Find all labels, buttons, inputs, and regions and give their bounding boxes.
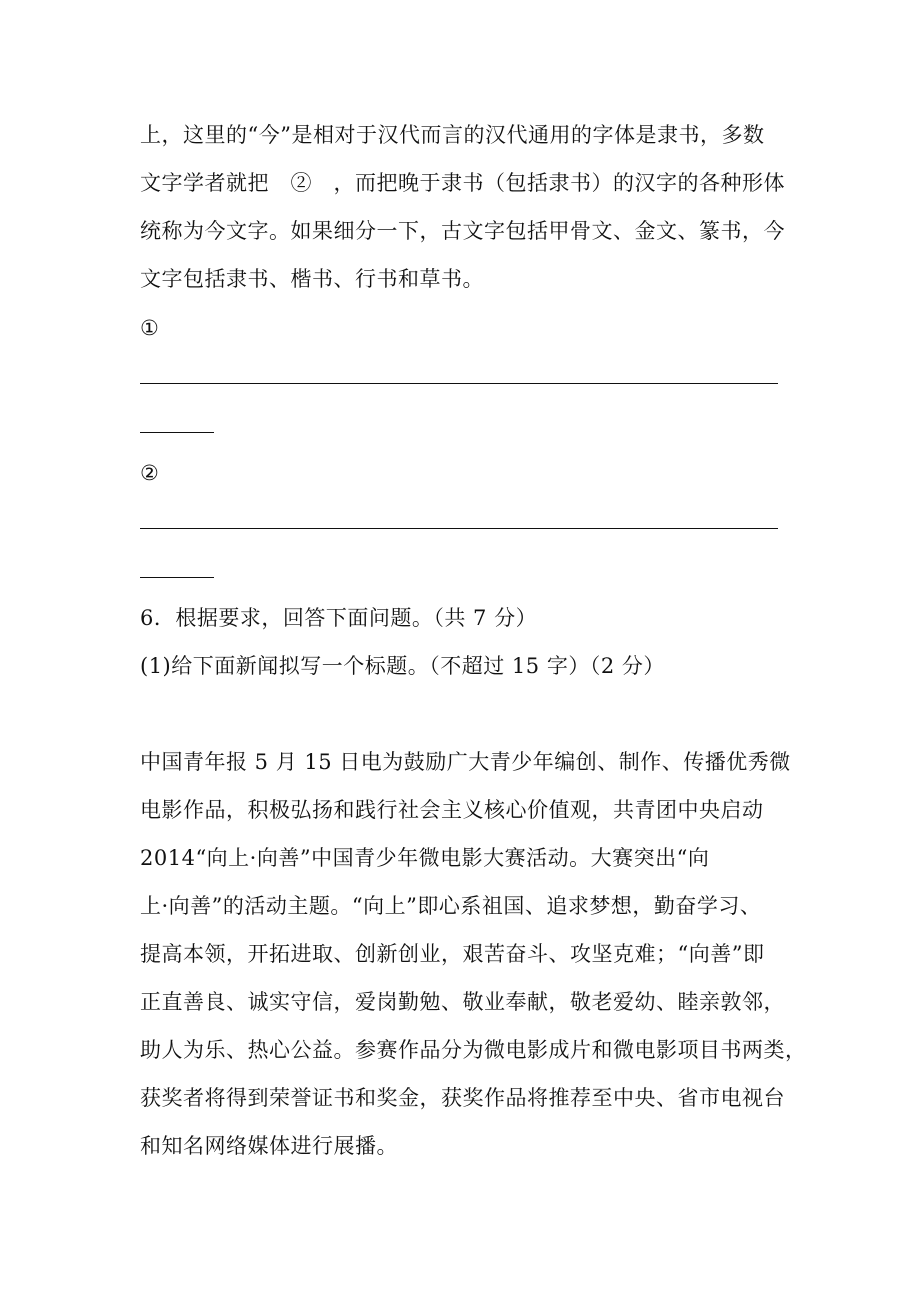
question-6-title: 6．根据要求，回答下面问题。（共 7 分） xyxy=(140,606,538,630)
answer-2-line-continued[interactable] xyxy=(140,577,214,578)
news-line-1: 中国青年报 5 月 15 日电为鼓励广大青少年编创、制作、传播优秀微 xyxy=(140,750,791,774)
news-line-7: 助人为乐、热心公益。参赛作品分为微电影成片和微电影项目书两类， xyxy=(140,1038,807,1062)
passage-line-1: 上，这里的“今”是相对于汉代而言的汉代通用的字体是隶书，多数 xyxy=(140,123,765,147)
news-line-5: 提高本领，开拓进取、创新创业，艰苦奋斗、攻坚克难；“向善”即 xyxy=(140,942,765,966)
news-line-3: 2014“向上·向善”中国青少年微电影大赛活动。大赛突出“向 xyxy=(140,846,710,870)
answer-1-line[interactable] xyxy=(140,383,778,384)
answer-2-marker: ② xyxy=(140,461,160,485)
passage-line-4: 文字包括隶书、楷书、行书和草书。 xyxy=(140,267,484,291)
news-line-8: 获奖者将得到荣誉证书和奖金，获奖作品将推荐至中央、省市电视台 xyxy=(140,1086,785,1110)
passage-line-3: 统称为今文字。如果细分一下，古文字包括甲骨文、金文、篆书，今 xyxy=(140,219,785,243)
question-6-subquestion-1: (1)给下面新闻拟写一个标题。（不超过 15 字）（2 分） xyxy=(140,654,665,678)
news-line-6: 正直善良、诚实守信，爱岗勤勉、敬业奉献，敬老爱幼、睦亲敦邻， xyxy=(140,990,785,1014)
answer-1-line-continued[interactable] xyxy=(140,432,214,433)
passage-line-2: 文字学者就把 ② ，而把晚于隶书（包括隶书）的汉字的各种形体 xyxy=(140,171,785,195)
news-line-4: 上·向善”的活动主题。“向上”即心系祖国、追求梦想，勤奋学习、 xyxy=(140,894,762,918)
answer-1-marker: ① xyxy=(140,316,160,340)
news-line-2: 电影作品，积极弘扬和践行社会主义核心价值观，共青团中央启动 xyxy=(140,798,764,822)
answer-2-line[interactable] xyxy=(140,528,778,529)
news-line-9: 和知名网络媒体进行展播。 xyxy=(140,1134,398,1158)
